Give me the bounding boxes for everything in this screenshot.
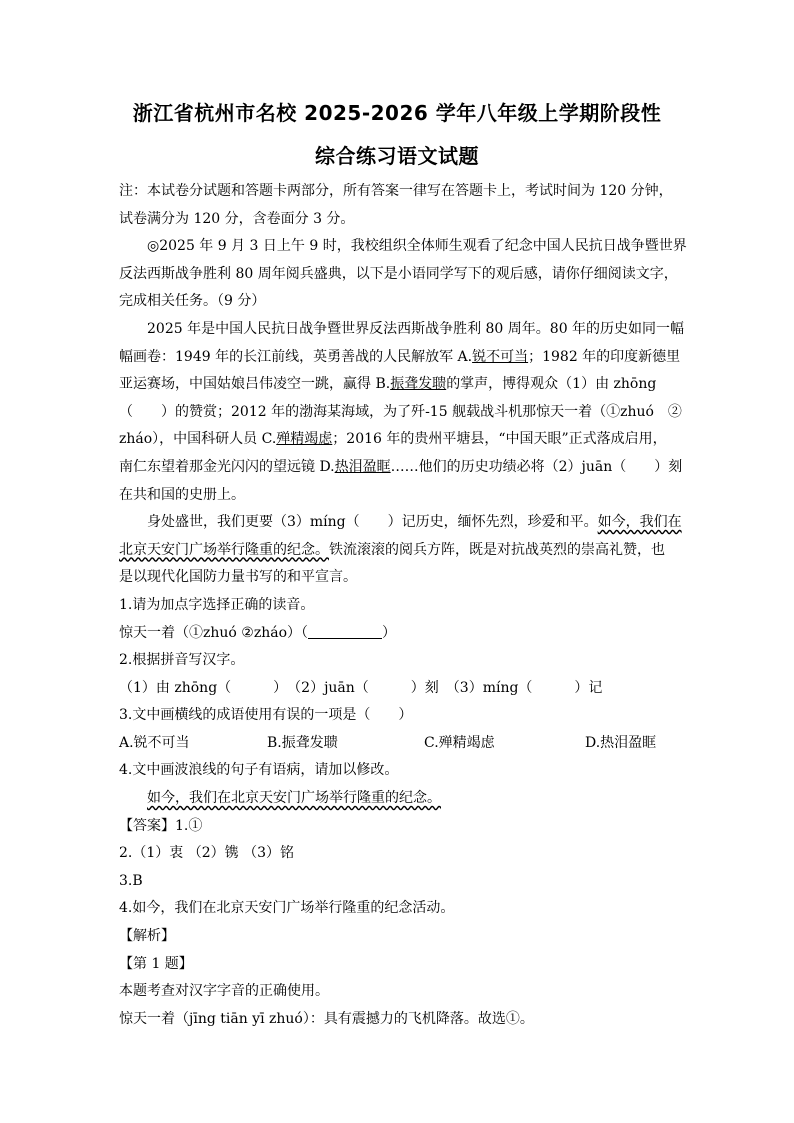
- question-text: ）: [382, 624, 397, 641]
- passage-text: ；2016 年的贵州平塘县，“中国天眼”正式落成启用，: [332, 431, 667, 448]
- analysis-q1-label: 【第 1 题】: [119, 955, 193, 972]
- wavy-sentence-part2: 北京天安门广场举行隆重的纪念。: [119, 541, 329, 558]
- document-title-line2: 综合练习语文试题: [315, 144, 479, 168]
- passage-line: [119, 371, 675, 399]
- document-title-line1: 浙江省杭州市名校 2025-2026 学年八年级上学期阶段性: [132, 101, 662, 125]
- option-b: B.振聋发聩: [267, 734, 338, 751]
- analysis-label: 【解析】: [119, 928, 175, 945]
- passage-line: [119, 509, 682, 537]
- answer-3: 3.B: [119, 872, 143, 889]
- option-d: D.热泪盈眶: [585, 734, 657, 751]
- question-4: 4.文中画波浪线的句子有语病，请加以修改。: [119, 762, 399, 779]
- question-1: 1.请为加点字选择正确的读音。: [119, 596, 315, 613]
- passage-line: [119, 426, 675, 454]
- passage-line: [119, 537, 675, 565]
- idiom-b: 振聋发聩: [390, 376, 447, 393]
- passage-line: 在共和国的史册上。: [119, 486, 245, 503]
- intro-line: ◎2025 年 9 月 3 日上午 9 时，我校组织全体师生观看了纪念中国人民抗日战争暨世界: [147, 238, 687, 255]
- passage-text: ；1982 年的印度新德里: [528, 348, 681, 365]
- passage-text: 南仁东望着那金光闪闪的望远镜 D.: [119, 458, 335, 475]
- document-body: [119, 178, 687, 1033]
- question-4-sentence: [119, 785, 675, 813]
- intro-line: 反法西斯战争胜利 80 周年阅兵盛典，以下是小语同学写下的观后感，请你仔细阅读文字，: [119, 265, 678, 282]
- passage-text: 铁流滚滚的阅兵方阵，既是对抗战英烈的崇高礼赞，也: [329, 541, 665, 558]
- option-c: C.殚精竭虑: [424, 734, 495, 751]
- answer-label: 【答案】1.①: [119, 817, 203, 834]
- wavy-sentence-part1: 如今，我们在: [597, 514, 682, 531]
- passage-text: 身处盛世，我们更要（3）míng（ ）记历史，缅怀先烈，珍爱和平。: [147, 514, 598, 531]
- wavy-sentence: 如今，我们在北京天安门广场举行隆重的纪念。: [147, 790, 441, 807]
- question-3: 3.文中画横线的成语使用有误的一项是（ ）: [119, 707, 413, 724]
- idiom-c: 殚精竭虑: [276, 431, 333, 448]
- passage-text: 的掌声，博得观众（1）由 zhōng: [446, 376, 657, 393]
- option-a: A.锐不可当: [119, 734, 190, 751]
- passage-line: 是以现代化国防力量书写的和平宣言。: [119, 569, 357, 586]
- idiom-d: 热泪盈眶: [334, 458, 391, 475]
- question-text: 惊天一着（①zhuó ②zháo）（: [119, 624, 309, 641]
- analysis-line: 惊天一着（jīng tiān yī zhuó）：具有震撼力的飞机降落。故选①。: [119, 1010, 534, 1027]
- passage-line: 2025 年是中国人民抗日战争暨世界反法西斯战争胜利 80 周年。80 年的历史如同一幅: [147, 320, 685, 337]
- passage-line: （ ）的赞赏；2012 年的渤海某海域，为了歼-15 舰载战斗机那惊天一着（①zhuó ②: [119, 403, 682, 420]
- question-2-line: （1）由 zhōng（ ） （2）juān（ ）刻 （3）míng（ ）记: [119, 679, 603, 696]
- passage-text: zháo），中国科研人员 C.: [119, 431, 277, 448]
- idiom-a: 锐不可当: [472, 348, 529, 365]
- question-1-line: [119, 620, 675, 648]
- answer-blank: [308, 623, 382, 639]
- question-3-options: [119, 730, 675, 758]
- passage-line: [119, 454, 683, 482]
- notice-line: 注：本试卷分试题和答题卡两部分，所有答案一律写在答题卡上，考试时间为 120 分钟，: [119, 183, 673, 199]
- question-2: 2.根据拼音写汉字。: [119, 652, 245, 669]
- notice-line: 试卷满分为 120 分，含卷面分 3 分。: [119, 210, 355, 227]
- passage-line: [119, 344, 681, 372]
- analysis-line: 本题考查对汉字字音的正确使用。: [119, 983, 329, 1000]
- answer-4: 4.如今，我们在北京天安门广场举行隆重的纪念活动。: [119, 900, 455, 917]
- passage-text: ……他们的历史功绩必将（2）juān（ ）刻: [390, 458, 683, 475]
- intro-line: 完成相关任务。（9 分）: [119, 293, 266, 310]
- answer-2: 2.（1）衷 （2）镌 （3）铭: [119, 845, 294, 862]
- passage-text: 幅画卷：1949 年的长江前线，英勇善战的人民解放军 A.: [119, 348, 473, 365]
- passage-text: 亚运赛场，中国姑娘吕伟凌空一跳，赢得 B.: [119, 376, 391, 393]
